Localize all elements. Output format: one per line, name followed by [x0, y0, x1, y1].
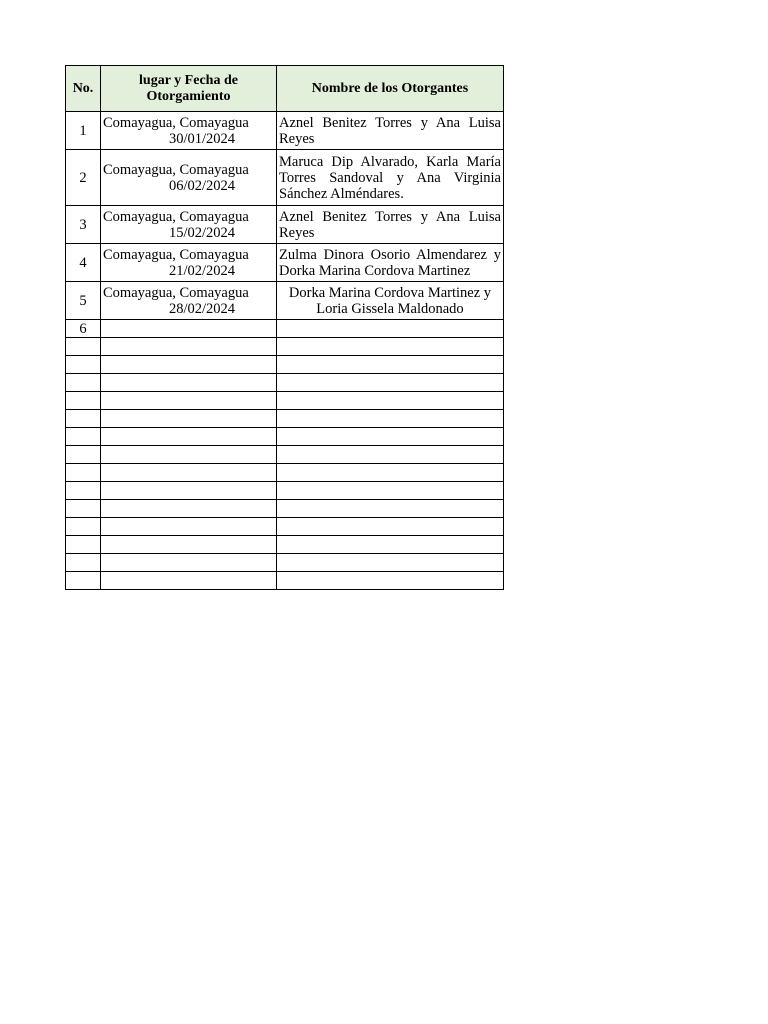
- empty-cell: [101, 500, 277, 518]
- grantors-cell: [277, 320, 504, 338]
- header-no: No.: [66, 66, 101, 112]
- place-text: Comayagua, Comayagua: [103, 161, 249, 178]
- empty-cell: [277, 428, 504, 446]
- empty-cell: [66, 464, 101, 482]
- header-row: [66, 66, 504, 112]
- table-row: [66, 206, 504, 244]
- empty-row: [66, 482, 504, 500]
- table-row: [66, 150, 504, 206]
- grantors-cell: Aznel Benitez Torres y Ana Luisa Reyes: [277, 112, 504, 150]
- place-date-cell: [101, 320, 277, 338]
- empty-cell: [66, 338, 101, 356]
- grantors-cell: Dorka Marina Cordova Martinez y Loria Gissela Maldonado: [277, 282, 504, 320]
- empty-cell: [277, 500, 504, 518]
- empty-cell: [66, 374, 101, 392]
- empty-cell: [277, 536, 504, 554]
- empty-cell: [277, 392, 504, 410]
- row-number: 4: [66, 244, 101, 282]
- empty-cell: [277, 446, 504, 464]
- date-text: 30/01/2024: [169, 130, 236, 147]
- empty-cell: [101, 410, 277, 428]
- table-row: [66, 244, 504, 282]
- empty-cell: [101, 446, 277, 464]
- empty-row: [66, 572, 504, 590]
- empty-cell: [101, 518, 277, 536]
- empty-row: [66, 338, 504, 356]
- place-text: Comayagua, Comayagua: [103, 246, 249, 263]
- empty-row: [66, 428, 504, 446]
- empty-cell: [101, 356, 277, 374]
- grantors-cell: Maruca Dip Alvarado, Karla María Torres Sandoval y Ana Virginia Sánchez Alméndares.: [277, 150, 504, 206]
- row-number: 5: [66, 282, 101, 320]
- empty-cell: [277, 356, 504, 374]
- empty-cell: [66, 536, 101, 554]
- table-row: [66, 282, 504, 320]
- date-text: 21/02/2024: [169, 262, 236, 279]
- empty-cell: [101, 464, 277, 482]
- empty-row: [66, 536, 504, 554]
- empty-cell: [66, 410, 101, 428]
- empty-cell: [101, 374, 277, 392]
- row-number: 2: [66, 150, 101, 206]
- grantors-cell: Zulma Dinora Osorio Almendarez y Dorka Marina Cordova Martinez: [277, 244, 504, 282]
- empty-cell: [277, 482, 504, 500]
- place-date-cell: [101, 150, 277, 206]
- empty-row: [66, 392, 504, 410]
- empty-row: [66, 356, 504, 374]
- empty-row: [66, 410, 504, 428]
- date-text: 28/02/2024: [169, 300, 236, 317]
- place-date-cell: [101, 206, 277, 244]
- empty-cell: [277, 410, 504, 428]
- empty-cell: [277, 518, 504, 536]
- header-place-date: lugar y Fecha de Otorgamiento: [101, 66, 277, 112]
- empty-row: [66, 554, 504, 572]
- empty-row: [66, 464, 504, 482]
- empty-cell: [101, 554, 277, 572]
- place-text: Comayagua, Comayagua: [103, 284, 249, 301]
- empty-row: [66, 446, 504, 464]
- empty-cell: [101, 428, 277, 446]
- place-date-cell: [101, 282, 277, 320]
- row-number: 6: [66, 320, 101, 338]
- empty-cell: [277, 374, 504, 392]
- empty-row: [66, 374, 504, 392]
- place-date-cell: [101, 112, 277, 150]
- place-date-cell: [101, 244, 277, 282]
- empty-cell: [66, 356, 101, 374]
- empty-row: [66, 500, 504, 518]
- date-text: 06/02/2024: [169, 177, 236, 194]
- empty-cell: [277, 464, 504, 482]
- place-text: Comayagua, Comayagua: [103, 114, 249, 131]
- empty-cell: [101, 392, 277, 410]
- empty-cell: [277, 572, 504, 590]
- table-row: [66, 320, 504, 338]
- empty-cell: [101, 338, 277, 356]
- row-number: 3: [66, 206, 101, 244]
- place-text: Comayagua, Comayagua: [103, 208, 249, 225]
- grantors-cell: Aznel Benitez Torres y Ana Luisa Reyes: [277, 206, 504, 244]
- empty-cell: [66, 482, 101, 500]
- empty-cell: [66, 518, 101, 536]
- empty-cell: [101, 572, 277, 590]
- empty-cell: [66, 572, 101, 590]
- empty-cell: [66, 554, 101, 572]
- empty-cell: [66, 392, 101, 410]
- empty-cell: [277, 554, 504, 572]
- row-number: 1: [66, 112, 101, 150]
- empty-cell: [66, 500, 101, 518]
- date-text: 15/02/2024: [169, 224, 236, 241]
- empty-cell: [101, 536, 277, 554]
- table-row: [66, 112, 504, 150]
- empty-cell: [101, 482, 277, 500]
- grantors-table: [65, 65, 504, 590]
- empty-cell: [66, 446, 101, 464]
- empty-row: [66, 518, 504, 536]
- empty-cell: [277, 338, 504, 356]
- header-grantors: Nombre de los Otorgantes: [277, 66, 504, 112]
- empty-cell: [66, 428, 101, 446]
